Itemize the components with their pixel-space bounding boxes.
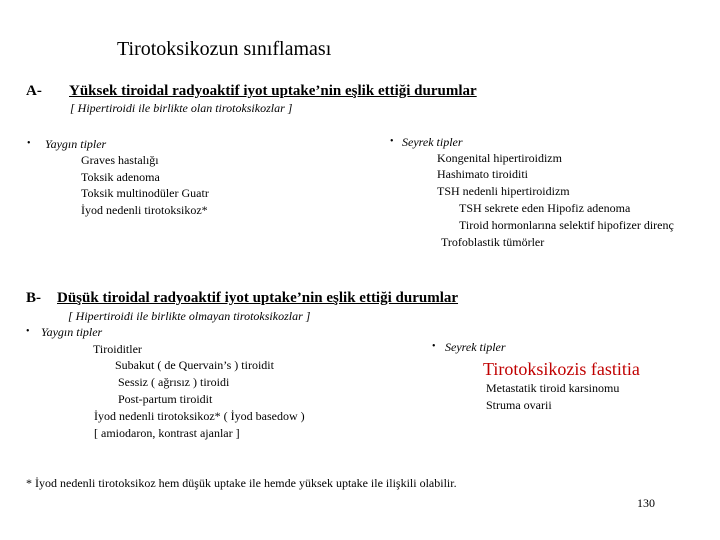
section-a-rare-item: Hashimato tiroiditi xyxy=(437,167,528,181)
section-a-note: [ Hipertiroidi ile birlikte olan tirotoksikozlar ] xyxy=(70,101,293,115)
section-b-rare-bullet: • xyxy=(432,341,436,352)
section-b-rare-item: Struma ovarii xyxy=(486,398,552,412)
section-a-common-item: Toksik multinodüler Guatr xyxy=(81,186,209,200)
section-a-common-item: Graves hastalığı xyxy=(81,153,159,167)
section-b-rare-item: Metastatik tiroid karsinomu xyxy=(486,381,620,395)
section-b-common-label: Yaygın tipler xyxy=(41,325,103,339)
section-a-rare-bullet: • xyxy=(390,136,394,147)
section-b-letter: B- xyxy=(26,290,41,306)
page-title: Tirotoksikozun sınıflaması xyxy=(117,38,332,60)
section-a-rare-item: Trofoblastik tümörler xyxy=(441,235,545,249)
section-b-common-item: [ amiodaron, kontrast ajanlar ] xyxy=(94,426,240,440)
section-b-heading: Düşük tiroidal radyoaktif iyot uptake’nin eşlik ettiği durumlar xyxy=(57,290,459,306)
section-a-letter: A- xyxy=(26,83,42,99)
section-a-rare-item: TSH sekrete eden Hipofiz adenoma xyxy=(459,201,631,215)
section-b-common-item: İyod nedenli tirotoksikoz* ( İyod basedow ) xyxy=(94,409,305,423)
section-a-rare-item: Kongenital hipertiroidizm xyxy=(437,151,562,165)
section-a-common-label: Yaygın tipler xyxy=(45,137,107,151)
section-a-common-item: İyod nedenli tirotoksikoz* xyxy=(81,203,208,217)
footnote: * İyod nedenli tirotoksikoz hem düşük uptake ile hemde yüksek uptake ile ilişkili olabilir. xyxy=(26,476,457,490)
section-b-common-item: Post-partum tiroidit xyxy=(118,392,213,406)
page-number: 130 xyxy=(637,496,655,510)
section-b-common-bullet: • xyxy=(26,326,30,337)
section-b-common-item: Subakut ( de Quervain’s ) tiroidit xyxy=(115,358,274,372)
section-b-common-item: Sessiz ( ağrısız ) tiroidi xyxy=(118,375,230,389)
highlighted-entry: Tirotoksikozis fastitia xyxy=(483,359,640,379)
section-a-rare-item: Tiroid hormonlarına selektif hipofizer direnç xyxy=(459,218,674,232)
section-a-common-bullet: • xyxy=(27,138,31,149)
section-a-common-item: Toksik adenoma xyxy=(81,170,160,184)
section-b-note: [ Hipertiroidi ile birlikte olmayan tirotoksikozlar ] xyxy=(68,309,311,323)
section-a-rare-item: TSH nedenli hipertiroidizm xyxy=(437,184,570,198)
section-a-rare-label: Seyrek tipler xyxy=(402,135,463,149)
section-a-heading: Yüksek tiroidal radyoaktif iyot uptake’nin eşlik ettiği durumlar xyxy=(69,83,477,99)
section-b-common-item: Tiroiditler xyxy=(93,342,142,356)
section-b-rare-label: Seyrek tipler xyxy=(445,340,506,354)
